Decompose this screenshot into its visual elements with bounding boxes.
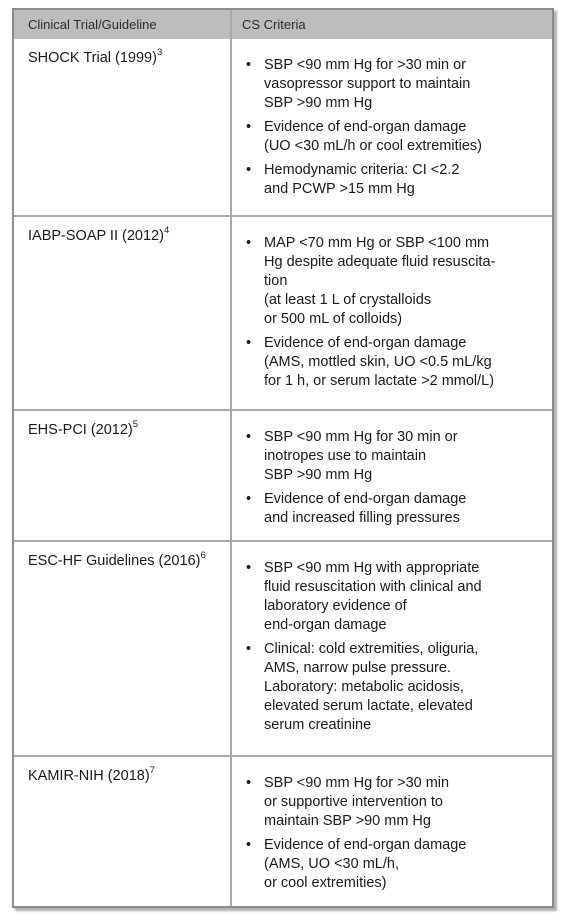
criteria-item: • Evidence of end-organ damage and increased filling pressures — [246, 490, 546, 528]
criteria-item: • Clinical: cold extremities, oliguria, AMS, narrow pulse pressure. Laboratory: metabolic acidosis, elevated serum lactate, elevated serum creatinine — [246, 640, 546, 735]
trial-reference: 3 — [156, 47, 163, 58]
trial-reference: 7 — [149, 765, 155, 776]
row-divider — [14, 755, 552, 757]
header-criteria: CS Criteria — [242, 17, 306, 32]
criteria-item: • SBP <90 mm Hg for >30 min or vasopressor support to maintain SBP >90 mm Hg — [246, 56, 546, 113]
criteria-item: • Evidence of end-organ damage (AMS, mottled skin, UO <0.5 mL/kg for 1 h, or serum lactate >2 mmol/L) — [246, 334, 546, 391]
trial-reference: 6 — [200, 550, 206, 561]
criteria-item: • MAP <70 mm Hg or SBP <100 mm Hg despite adequate fluid resuscita- tion (at least 1 L of crystalloids or 500 mL of colloids) — [246, 234, 546, 329]
column-divider — [230, 10, 232, 906]
criteria-table — [12, 8, 554, 908]
criteria-item: • Hemodynamic criteria: CI <2.2 and PCWP >15 mm Hg — [246, 161, 546, 199]
criteria-item: • Evidence of end-organ damage (AMS, UO <30 mL/h, or cool extremities) — [246, 836, 546, 893]
row-divider — [14, 215, 552, 217]
criteria-list — [246, 428, 546, 533]
trial-reference: 5 — [132, 419, 139, 430]
criteria-list — [246, 774, 546, 898]
criteria-item: • SBP <90 mm Hg for >30 min or supportive intervention to maintain SBP >90 mm Hg — [246, 774, 546, 831]
trial-name: SHOCK Trial $(1999)^3$ — [28, 47, 163, 66]
criteria-item: • SBP <90 mm Hg for 30 min or inotropes use to maintain SBP >90 mm Hg — [246, 428, 546, 485]
trial-name: EHS-PCI $(2012)^5$ — [28, 419, 139, 438]
row-divider — [14, 409, 552, 411]
criteria-item: • SBP <90 mm Hg with appropriate fluid resuscitation with clinical and laboratory evidence of end-organ damage — [246, 559, 546, 635]
criteria-list — [246, 234, 546, 396]
header-trial: Clinical Trial/Guideline — [28, 17, 157, 32]
trial-name: KAMIR-NIH $(2018)^7$ — [28, 765, 155, 784]
criteria-item: • Evidence of end-organ damage (UO <30 mL/h or cool extremities) — [246, 118, 546, 156]
criteria-list — [246, 56, 546, 204]
trial-reference: 4 — [163, 225, 170, 236]
trial-name: ESC-HF Guidelines $(2016)^6$ — [28, 550, 206, 569]
trial-name: IABP-SOAP II $(2012)^4$ — [28, 225, 170, 244]
row-divider — [14, 540, 552, 542]
criteria-list — [246, 559, 546, 740]
table-header — [14, 10, 552, 39]
